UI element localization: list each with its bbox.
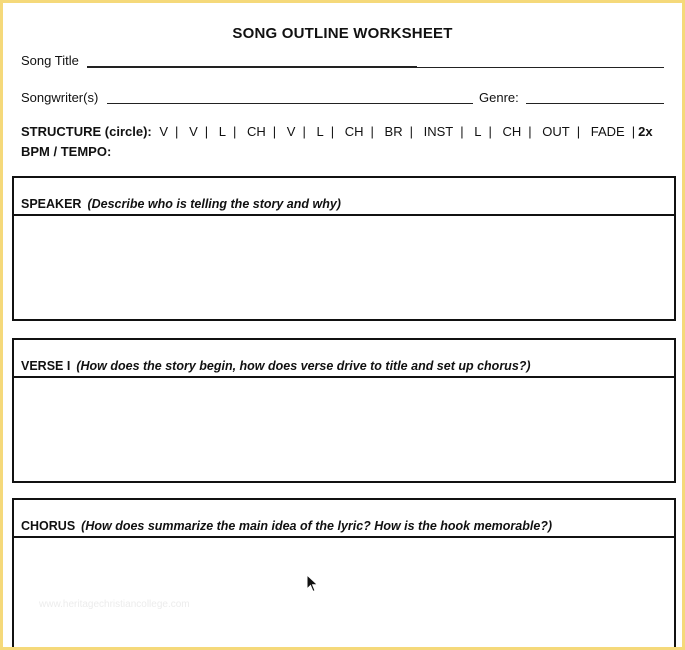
chorus-answer-area[interactable]: [14, 538, 674, 647]
verse-section-header: [14, 340, 674, 378]
song-title-line[interactable]: [417, 67, 664, 68]
songwriters-label: Songwriter(s): [21, 90, 99, 105]
structure-option[interactable]: L: [218, 124, 226, 139]
structure-option[interactable]: CH: [247, 124, 266, 139]
structure-option[interactable]: CH: [344, 124, 364, 139]
section-label: VERSE I: [21, 359, 71, 373]
song-title-label: Song Title: [21, 53, 79, 68]
verse-section: [12, 338, 676, 483]
speaker-answer-area[interactable]: [14, 216, 674, 317]
watermark: www.heritagechristiancollege.com: [39, 599, 190, 610]
structure-option[interactable]: L: [316, 124, 324, 139]
structure-option[interactable]: 2x: [638, 124, 653, 139]
verse-answer-area[interactable]: [14, 378, 674, 479]
songwriters-line[interactable]: [107, 103, 473, 104]
worksheet-page: [3, 3, 682, 647]
structure-option[interactable]: V: [286, 124, 296, 139]
structure-option[interactable]: BR: [384, 124, 403, 139]
section-hint: (How does summarize the main idea of the lyric? How is the hook memorable?): [81, 519, 553, 533]
structure-option[interactable]: V: [189, 124, 198, 139]
genre-label: Genre:: [479, 90, 519, 105]
bpm-label: BPM / TEMPO:: [21, 144, 112, 159]
section-label: SPEAKER: [21, 197, 82, 211]
structure-option[interactable]: FADE: [590, 124, 625, 139]
mouse-pointer-icon: [306, 574, 320, 594]
speaker-section-header: [14, 178, 674, 216]
structure-label: STRUCTURE (circle):: [21, 124, 152, 139]
structure-option[interactable]: OUT: [542, 124, 570, 139]
speaker-section: [12, 176, 676, 321]
structure-option[interactable]: INST: [423, 124, 454, 139]
section-label: CHORUS: [21, 519, 76, 533]
chorus-section-header: [14, 500, 674, 538]
section-hint: (Describe who is telling the story and why): [87, 197, 341, 211]
section-hint: (How does the story begin, how does verse drive to title and set up chorus?): [76, 359, 531, 373]
page-title: SONG OUTLINE WORKSHEET: [232, 25, 453, 42]
chorus-section: [12, 498, 676, 647]
structure-option[interactable]: V: [159, 124, 169, 139]
structure-option[interactable]: L: [474, 124, 482, 139]
song-title-line-bold: [87, 66, 417, 68]
structure-option[interactable]: CH: [502, 124, 522, 139]
genre-line[interactable]: [526, 103, 664, 104]
structure-row: STRUCTURE (circle): V | V | L | CH | V | L | CH | BR | INST | L | CH | OUT | FADE | 2x: [21, 124, 653, 139]
